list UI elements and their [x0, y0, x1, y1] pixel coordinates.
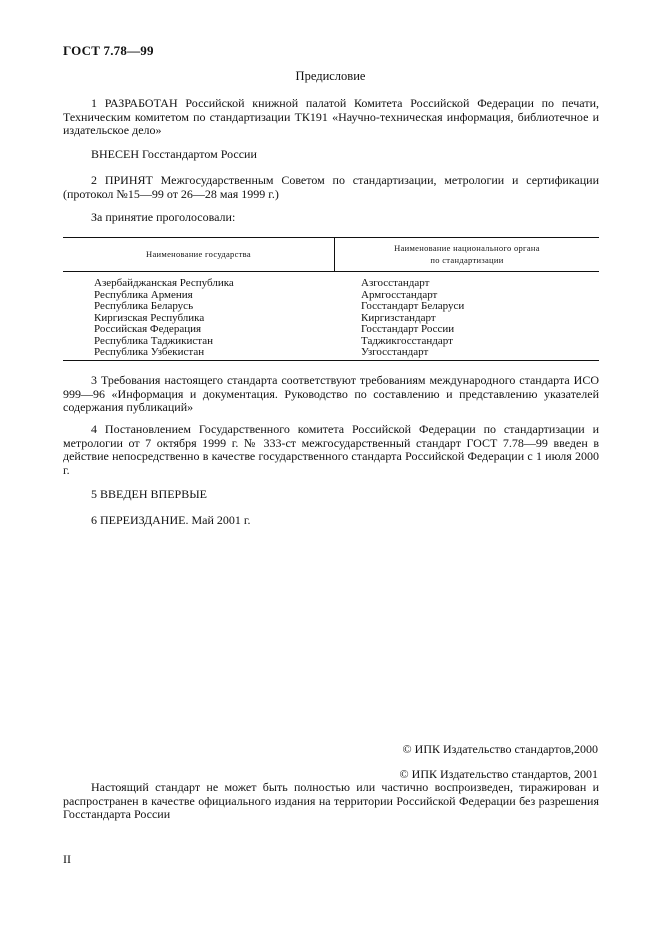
- table-cell-body: Таджикгосстандарт: [361, 334, 453, 347]
- document-code-header: ГОСТ 7.78—99: [63, 43, 154, 58]
- table-cell-state: Республика Беларусь: [94, 300, 194, 312]
- paragraph-developed-by: 1 РАЗРАБОТАН Российской книжной палатой Комитета Российской Федерации по печати, Техническим комитетом по стандартизации ТК191 «Научно-техническая информация, библиотечное и издательское дело»: [63, 96, 599, 138]
- table-column-bodies: [361, 278, 464, 359]
- table-header-national-body: [335, 243, 599, 266]
- table-cell-body: Госстандарт России: [361, 323, 455, 335]
- table-header-national-body-line1: Наименование национального органа: [394, 243, 540, 253]
- reproduction-notice: Настоящий стандарт не может быть полностью или частично воспроизведен, тиражирован и распространен в качестве официального издания на территории Российской Федерации без разрешения Госстандарта России: [63, 780, 599, 822]
- paragraph-introduced-by: ВНЕСЕН Госстандартом России: [91, 147, 257, 161]
- paragraph-adopted-by: 2 ПРИНЯТ Межгосударственным Советом по стандартизации, метрологии и сертификации (протокол №15—99 от 26—28 мая 1999 г.): [63, 173, 599, 201]
- table-cell-state: Азербайджанская Республика: [94, 277, 234, 289]
- paragraph-voted-for: За принятие проголосовали:: [91, 210, 236, 224]
- paragraph-reissue: 6 ПЕРЕИЗДАНИЕ. Май 2001 г.: [91, 513, 251, 527]
- page-number: II: [63, 852, 71, 866]
- table-cell-body: Армгосстандарт: [361, 288, 438, 301]
- table-cell-state: Российская Федерация: [94, 323, 202, 335]
- table-cell-state: Республика Узбекистан: [94, 346, 205, 358]
- table-cell-body: Киргизстандарт: [361, 311, 436, 324]
- copyright-2001: © ИПК Издательство стандартов, 2001: [399, 767, 598, 781]
- paragraph-first-introduced: 5 ВВЕДЕН ВПЕРВЫЕ: [91, 487, 207, 501]
- paragraph-resolution: 4 Постановлением Государственного комитета Российской Федерации по стандартизации и метрологии от 7 октября 1999 г. № 333-ст межгосударственный стандарт ГОСТ 7.78—99 введен в действие непосредственно в качестве государственного стандарта Российской Федерации с 1 июля 2000 г.: [63, 422, 599, 477]
- table-cell-body: Госстандарт Беларуси: [361, 300, 465, 312]
- copyright-2000: © ИПК Издательство стандартов,2000: [402, 742, 598, 756]
- table-cell-state: Республика Армения: [94, 288, 193, 301]
- table-header-divider: [63, 271, 599, 272]
- paragraph-iso-requirements: 3 Требования настоящего стандарта соответствуют требованиям международного стандарта ИСО 999—96 «Информация и документация. Руководство по составлению и представлению указателей содержания публикаций»: [63, 373, 599, 415]
- table-cell-body: Азгосстандарт: [361, 277, 430, 289]
- page-title: Предисловие: [295, 69, 366, 83]
- table-cell-body: Узгосстандарт: [361, 346, 429, 358]
- table-cell-state: Киргизская Республика: [94, 311, 205, 324]
- table-header-national-body-line2: по стандартизации: [430, 254, 504, 265]
- voting-table: [63, 237, 599, 361]
- table-header-state: Наименование государства: [146, 249, 251, 259]
- table-column-states: [94, 278, 234, 359]
- table-cell-state: Республика Таджикистан: [94, 334, 213, 347]
